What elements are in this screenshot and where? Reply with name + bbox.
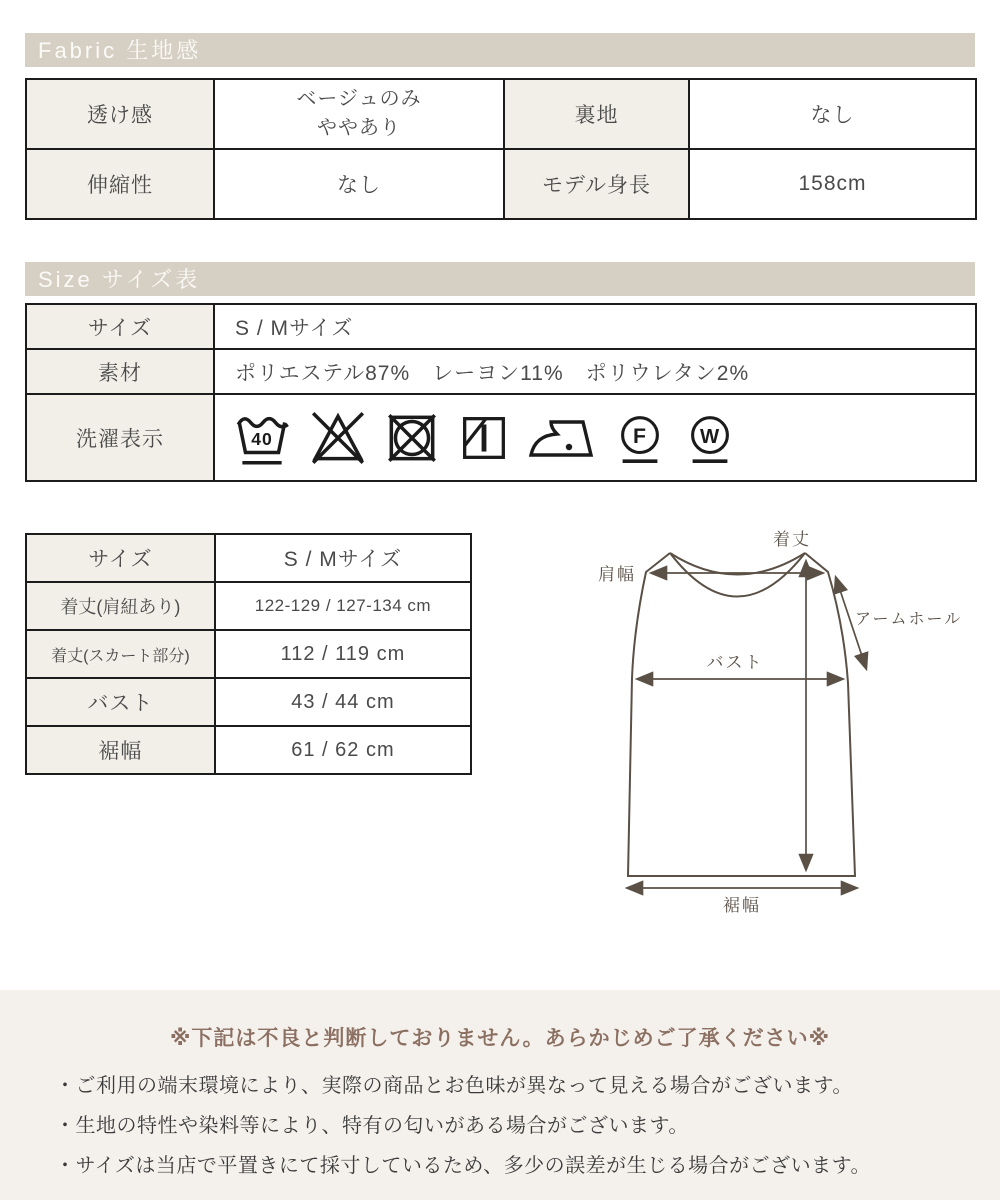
fabric-sheerness-value bbox=[214, 79, 504, 149]
do-not-tumble-dry-icon bbox=[381, 407, 443, 469]
line-dry-in-shade-icon bbox=[455, 407, 513, 469]
iron-low-one-dot-icon bbox=[525, 407, 599, 469]
bust-label: バスト bbox=[706, 653, 764, 672]
table-row bbox=[26, 79, 976, 149]
table-row bbox=[26, 726, 471, 774]
table-row bbox=[26, 349, 976, 394]
material-label: 素材 bbox=[26, 349, 214, 394]
disclaimer-heading: ※下記は不良と判断しておりません。あらかじめご了承ください※ bbox=[169, 1027, 831, 1050]
disclaimer-section bbox=[0, 990, 1000, 1200]
fabric-table bbox=[25, 78, 977, 220]
table-row bbox=[26, 534, 471, 582]
garment-measurement-diagram bbox=[570, 520, 990, 930]
dry-clean-petroleum-gentle-icon bbox=[611, 407, 669, 469]
size-spec-table bbox=[25, 303, 977, 482]
table-row bbox=[26, 149, 976, 219]
table-row bbox=[26, 630, 471, 678]
table-row bbox=[26, 678, 471, 726]
fabric-model-height-value: 158cm bbox=[689, 149, 976, 219]
fabric-lining-value: なし bbox=[689, 79, 976, 149]
size-section-header: Size サイズ表 bbox=[25, 262, 975, 296]
wet-clean-letter: W bbox=[699, 425, 721, 448]
fabric-section-header: Fabric 生地感 bbox=[25, 33, 975, 67]
fabric-lining-label: 裏地 bbox=[504, 79, 689, 149]
list-item: ・生地の特性や染料等により、特有の匂いがある場合がございます。 bbox=[55, 1115, 689, 1137]
wash-temperature-text: 40 bbox=[251, 428, 273, 449]
care-symbols-cell bbox=[214, 394, 976, 481]
measure-length-skirt-label: 着丈(スカート部分) bbox=[26, 630, 215, 678]
fabric-sheerness-value-line2: ややあり bbox=[317, 117, 401, 139]
do-not-bleach-icon bbox=[307, 407, 369, 469]
wash-40-gentle-icon bbox=[229, 407, 295, 469]
wet-clean-gentle-icon bbox=[681, 407, 739, 469]
hem-width-label: 裾幅 bbox=[723, 896, 761, 915]
fabric-model-height-label: モデル身長 bbox=[504, 149, 689, 219]
measure-size-header: サイズ bbox=[26, 534, 215, 582]
list-item: ・ご利用の端末環境により、実際の商品とお色味が異なって見える場合がございます。 bbox=[55, 1075, 853, 1097]
measure-bust-label: バスト bbox=[26, 678, 215, 726]
back-neckline bbox=[670, 553, 805, 575]
care-symbols-row bbox=[215, 407, 975, 469]
measure-hem-label: 裾幅 bbox=[26, 726, 215, 774]
measure-bust-value: 43 / 44 cm bbox=[215, 678, 471, 726]
measurement-table bbox=[25, 533, 472, 775]
fabric-sheerness-value-line1: ベージュのみ bbox=[296, 88, 422, 110]
length-label: 着丈 bbox=[773, 530, 811, 549]
size-label: サイズ bbox=[26, 304, 214, 349]
dry-clean-letter: F bbox=[633, 423, 647, 448]
material-value: ポリエステル87% レーヨン11% ポリウレタン2% bbox=[214, 349, 976, 394]
table-row bbox=[26, 582, 471, 630]
measure-hem-value: 61 / 62 cm bbox=[215, 726, 471, 774]
shoulder-width-label: 肩幅 bbox=[598, 565, 636, 584]
fabric-stretch-label: 伸縮性 bbox=[26, 149, 214, 219]
measure-length-strap-value: 122-129 / 127-134 cm bbox=[215, 582, 471, 630]
measure-size-value: S / Mサイズ bbox=[215, 534, 471, 582]
iron-dot bbox=[566, 443, 572, 449]
measure-length-skirt-value: 112 / 119 cm bbox=[215, 630, 471, 678]
size-value: S / Mサイズ bbox=[214, 304, 976, 349]
list-item: ・サイズは当店で平置きにて採寸しているため、多少の誤差が生じる場合がございます。 bbox=[55, 1155, 871, 1177]
armhole-label: アームホール bbox=[855, 611, 963, 628]
table-row bbox=[26, 394, 976, 481]
table-row bbox=[26, 304, 976, 349]
garment-outline bbox=[628, 553, 855, 876]
measure-length-strap-label: 着丈(肩紐あり) bbox=[26, 582, 215, 630]
care-label: 洗濯表示 bbox=[26, 394, 214, 481]
fabric-stretch-value: なし bbox=[214, 149, 504, 219]
disclaimer-list bbox=[0, 1066, 1000, 1186]
fabric-sheerness-label: 透け感 bbox=[26, 79, 214, 149]
